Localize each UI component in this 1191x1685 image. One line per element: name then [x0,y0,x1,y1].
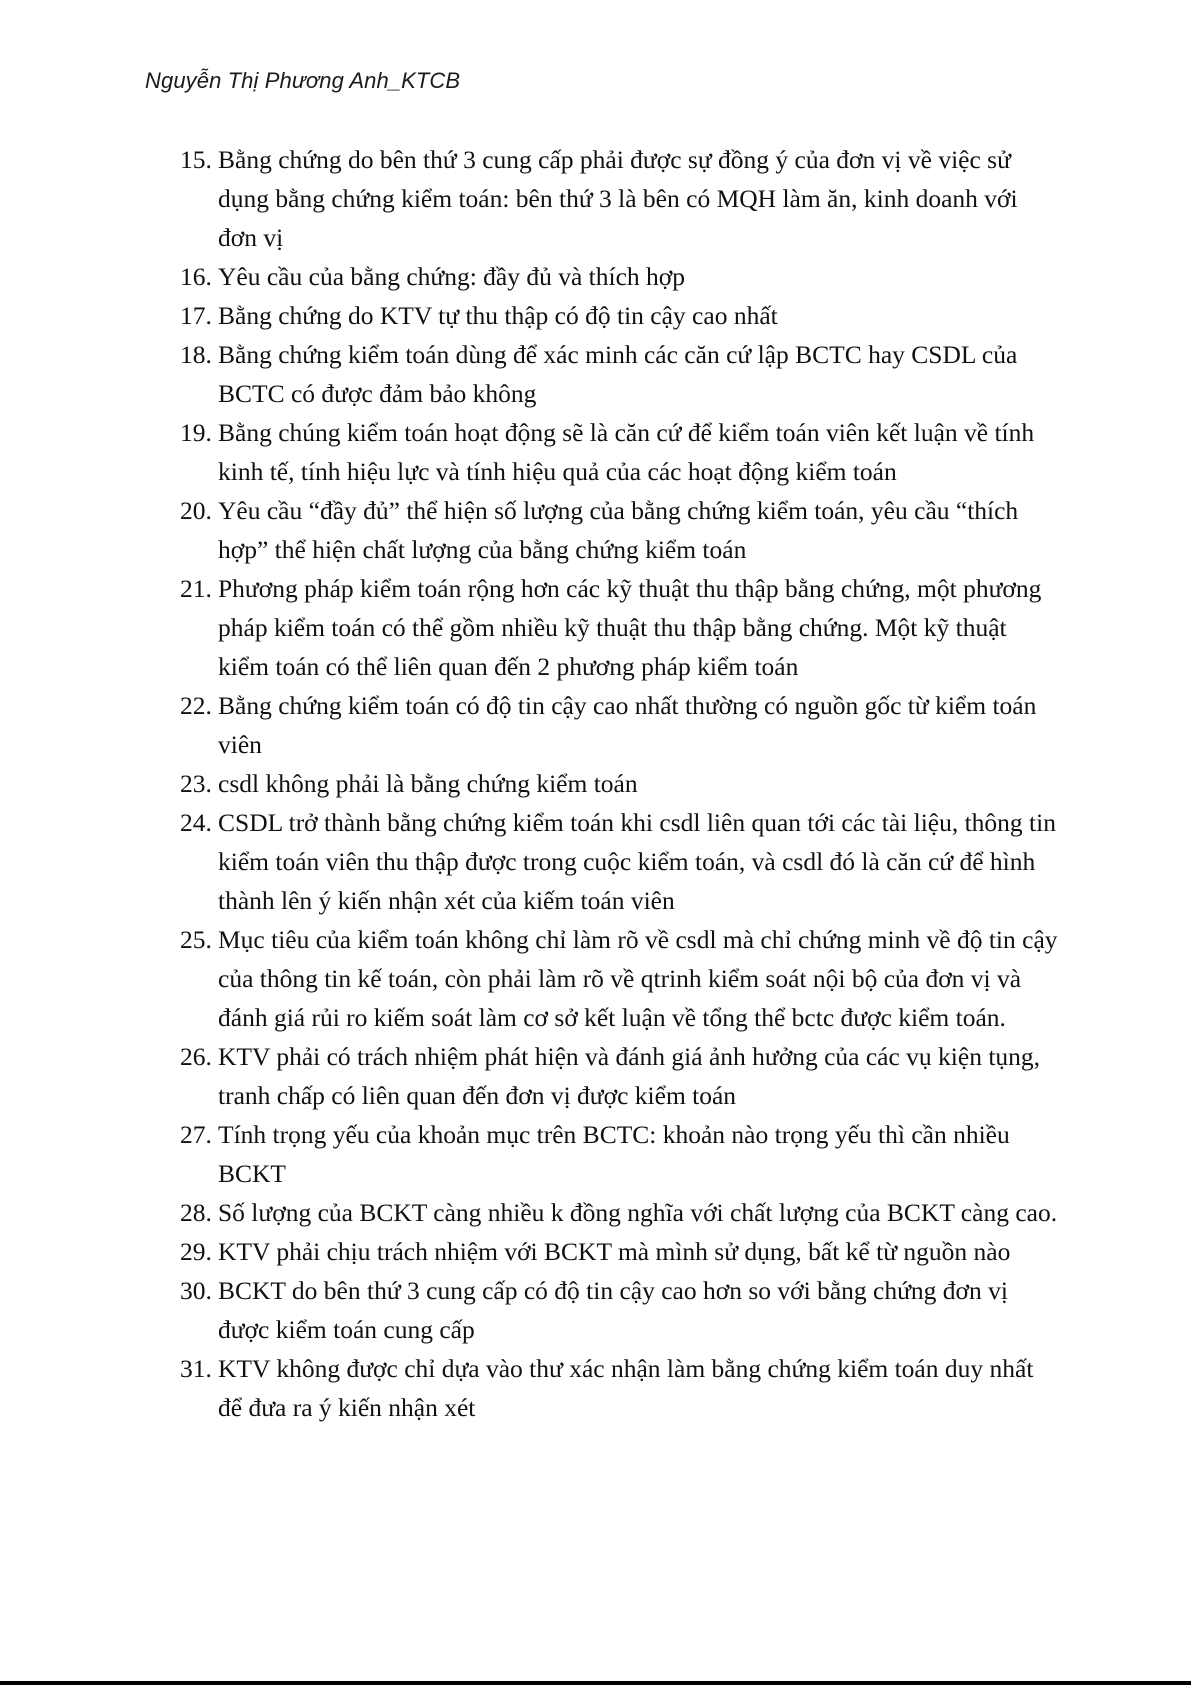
item-text: Yêu cầu “đầy đủ” thể hiện số lượng của bằng chứng kiểm toán, yêu cầu “thích hợp” thể hiện chất lượng của bằng chứng kiểm toán [218,496,1019,564]
list-item [180,1232,1060,1271]
item-number: 22. [180,691,212,720]
item-text: Số lượng của BCKT càng nhiều k đồng nghĩa với chất lượng của BCKT càng cao. [218,1198,1058,1227]
list-item [180,569,1060,686]
list-item [180,1193,1060,1232]
item-number: 16. [180,262,212,291]
list-item [180,257,1060,296]
item-text: Bằng chứng do bên thứ 3 cung cấp phải được sự đồng ý của đơn vị về việc sử dụng bằng chứng kiểm toán: bên thứ 3 là bên có MQH làm ăn, kinh doanh với đơn vị [218,145,1018,252]
item-number: 30. [180,1276,212,1305]
item-number: 21. [180,574,212,603]
item-text: CSDL trở thành bằng chứng kiểm toán khi csdl liên quan tới các tài liệu, thông tin kiểm toán viên thu thập được trong cuộc kiểm toán, và csdl đó là căn cứ để hình thành lên ý kiến nhận xét của kiếm toán viên [218,808,1056,915]
list-item [180,1271,1060,1349]
item-text: KTV phải có trách nhiệm phát hiện và đánh giá ảnh hưởng của các vụ kiện tụng, tranh chấp có liên quan đến đơn vị được kiểm toán [218,1042,1041,1110]
item-text: Bằng chứng kiểm toán có độ tin cậy cao nhất thường có nguồn gốc từ kiểm toán viên [218,691,1037,759]
item-text: Mục tiêu của kiểm toán không chỉ làm rõ về csdl mà chỉ chứng minh về độ tin cậy của thông tin kế toán, còn phải làm rõ về qtrinh kiểm soát nội bộ của đơn vị và đánh giá rủi ro kiếm soát làm cơ sở kết luận về tổng thể bctc được kiểm toán. [218,925,1058,1032]
item-text: Bằng chứng kiểm toán dùng để xác minh các căn cứ lập BCTC hay CSDL của BCTC có được đảm bảo không [218,340,1018,408]
statement-list [180,140,1060,1427]
item-text: BCKT do bên thứ 3 cung cấp có độ tin cậy cao hơn so với bằng chứng đơn vị được kiểm toán cung cấp [218,1276,1008,1344]
page-bottom-border [0,1681,1191,1685]
item-number: 24. [180,808,212,837]
item-number: 15. [180,145,212,174]
list-item [180,335,1060,413]
item-number: 26. [180,1042,212,1071]
list-item [180,1115,1060,1193]
item-number: 28. [180,1198,212,1227]
list-item [180,1349,1060,1427]
list-item [180,413,1060,491]
list-item [180,491,1060,569]
list-item [180,764,1060,803]
item-number: 18. [180,340,212,369]
list-item [180,686,1060,764]
list-item [180,140,1060,257]
item-text: Bằng chúng kiểm toán hoạt động sẽ là căn cứ để kiểm toán viên kết luận về tính kinh tế, tính hiệu lực và tính hiệu quả của các hoạt động kiểm toán [218,418,1035,486]
item-number: 20. [180,496,212,525]
item-number: 25. [180,925,212,954]
item-text: Bằng chứng do KTV tự thu thập có độ tin cậy cao nhất [218,301,778,330]
item-number: 19. [180,418,212,447]
item-number: 29. [180,1237,212,1266]
list-item [180,920,1060,1037]
item-number: 17. [180,301,212,330]
item-text: Phương pháp kiểm toán rộng hơn các kỹ thuật thu thập bằng chứng, một phương pháp kiểm toán có thể gồm nhiều kỹ thuật thu thập bằng chứng. Một kỹ thuật kiểm toán có thể liên quan đến 2 phương pháp kiểm toán [218,574,1042,681]
page-header-author: Nguyễn Thị Phương Anh_KTCB [145,68,461,93]
list-item [180,1037,1060,1115]
item-number: 27. [180,1120,212,1149]
list-item [180,803,1060,920]
item-number: 31. [180,1354,212,1383]
item-text: KTV không được chỉ dựa vào thư xác nhận làm bằng chứng kiểm toán duy nhất để đưa ra ý kiến nhận xét [218,1354,1034,1422]
item-text: Yêu cầu của bằng chứng: đầy đủ và thích hợp [218,262,686,291]
item-text: Tính trọng yếu của khoản mục trên BCTC: khoản nào trọng yếu thì cần nhiều BCKT [218,1120,1010,1188]
item-text: KTV phải chịu trách nhiệm với BCKT mà mình sử dụng, bất kể từ nguồn nào [218,1237,1011,1266]
item-text: csdl không phải là bằng chứng kiểm toán [218,769,638,798]
item-number: 23. [180,769,212,798]
list-item [180,296,1060,335]
